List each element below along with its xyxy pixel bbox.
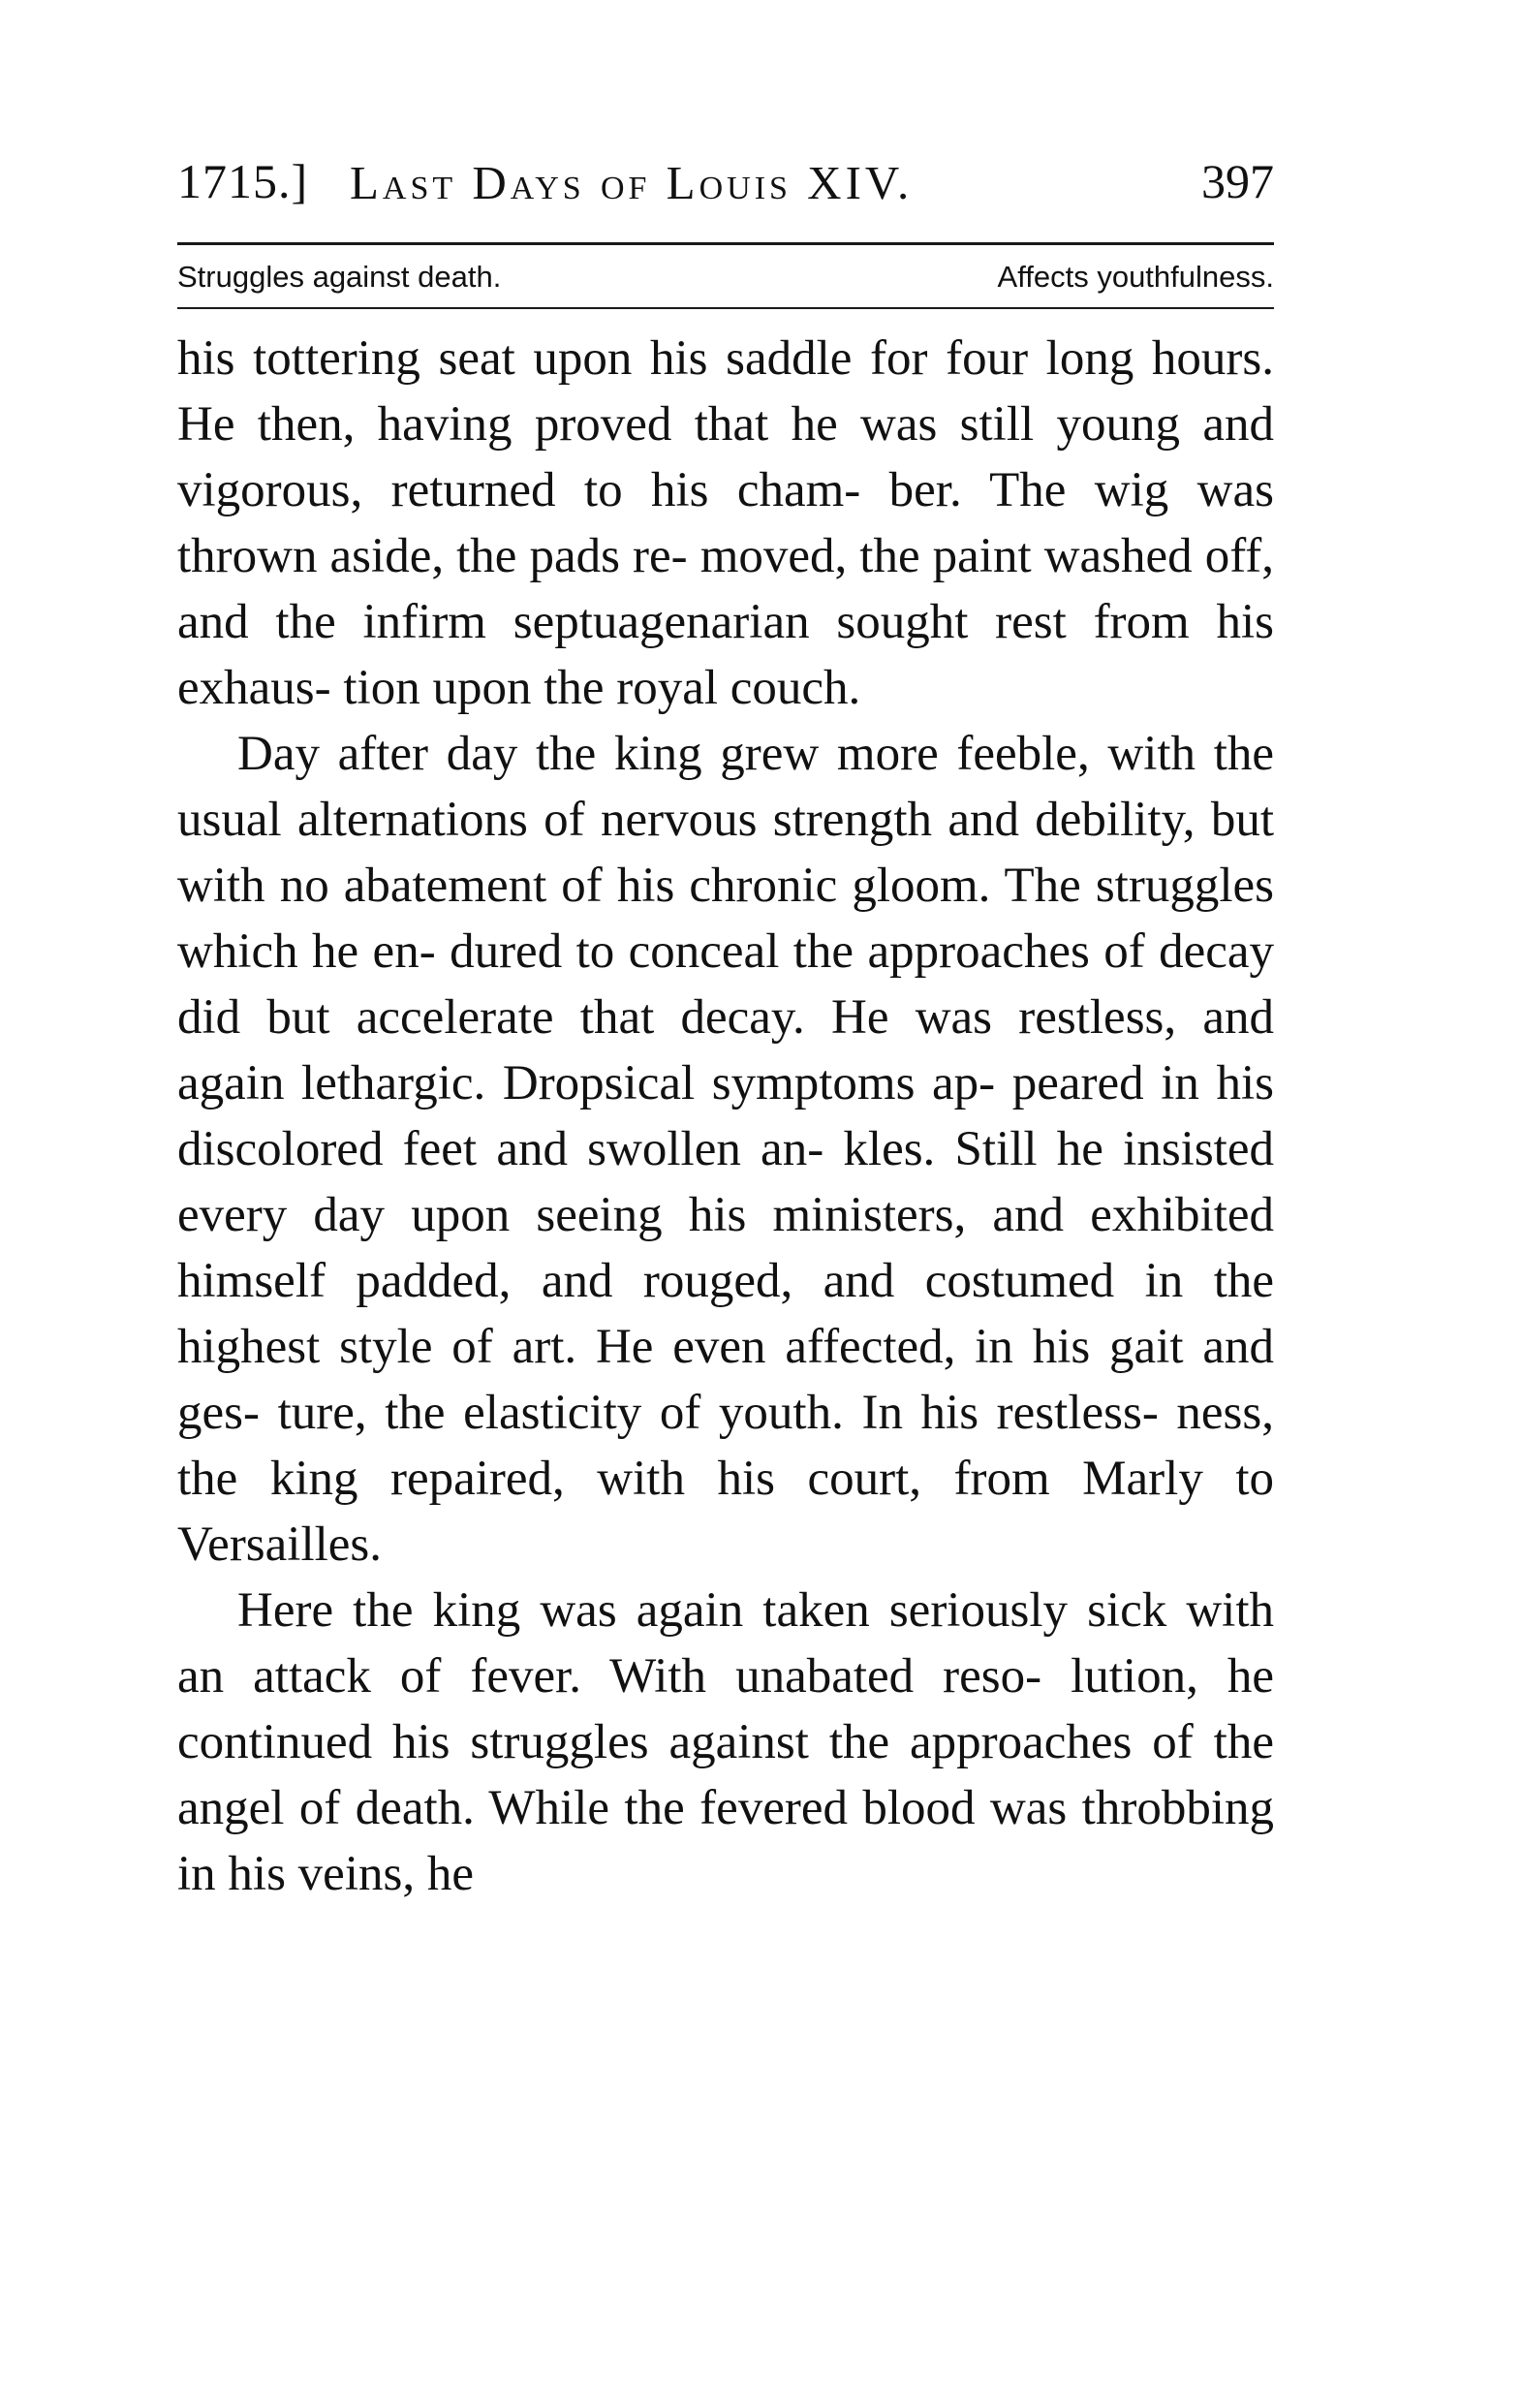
header-rule-top (177, 242, 1274, 245)
paragraph: Day after day the king grew more feeble, with the usual alternations of nervous strength and debility, but with no abatement of his chronic gloom. The struggles which he en- dured to conceal the approaches of decay did but accelerate that decay. He was restless, and again lethargic. Dropsical symptoms ap- peared in his discolored feet and swollen an- kles. Still he insisted every day upon seeing his ministers, and exhibited himself padded, and rouged, and costumed in the highest style of art. He even affected, in his gait and ges- ture, the elasticity of youth. In his restless- ness, the king repaired, with his court, from Marly to Versailles. (177, 727, 1274, 1572)
header-rule-bottom (177, 307, 1274, 309)
paragraph: Here the king was again taken seriously sick with an attack of fever. With unabated reso- lution, he continued his struggles against the approaches of the angel of death. While the fevered blood was throbbing in his veins, he (177, 1583, 1274, 1901)
running-head (177, 153, 1274, 223)
side-note-left: Struggles against death. (177, 260, 502, 294)
body-text (177, 326, 1274, 1907)
header-title: Last Days of Louis XIV. (350, 156, 914, 209)
side-note-right: Affects youthfulness. (997, 260, 1274, 294)
paragraph-continued: his tottering seat upon his saddle for four long hours. He then, having proved that he was still young and vigorous, returned to his cham- ber. The wig was thrown aside, the pads re- moved, the paint washed off, and the infirm septuagenarian sought rest from his exhaus- tion upon the royal couch. (177, 331, 1274, 715)
marginal-notes (177, 260, 1274, 302)
page-number: 397 (1201, 154, 1274, 208)
header-year: 1715.] (177, 154, 309, 208)
